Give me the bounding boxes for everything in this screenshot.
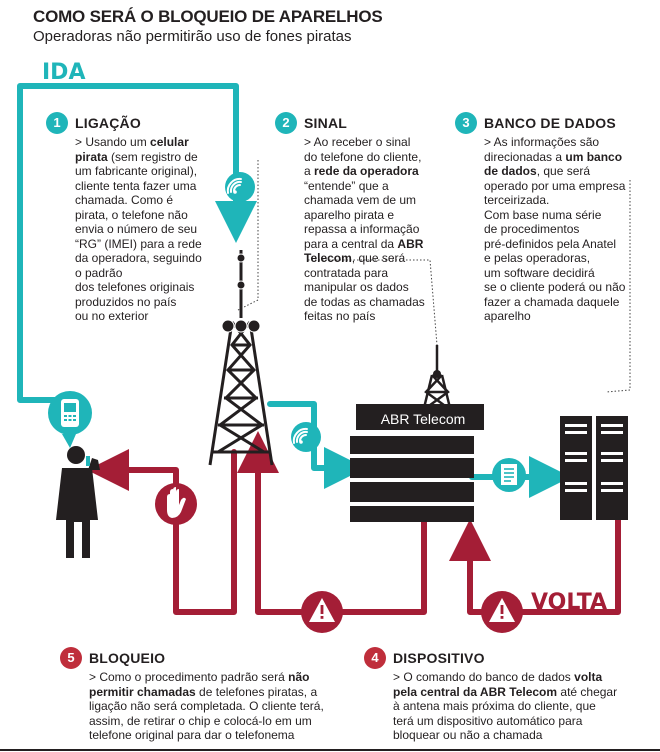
- step-text: (sem registro de: [107, 149, 198, 164]
- step-text-line: [304, 280, 445, 295]
- step-text-line: [304, 193, 445, 208]
- step-text: bloquear ou não a chamada: [393, 728, 543, 742]
- step-text-line: [393, 685, 654, 700]
- step-text-bold: permitir chamadas: [89, 684, 196, 699]
- stop-hand-icon: [155, 483, 197, 525]
- step-text: cliente tenta fazer uma: [75, 178, 197, 193]
- step-title: DISPOSITIVO: [393, 649, 485, 666]
- step-text: > As informações são: [484, 135, 600, 149]
- step-title: SINAL: [304, 114, 347, 131]
- step-text-line: [75, 164, 231, 179]
- step-text: um fabricante original),: [75, 164, 198, 178]
- step-text-line: [393, 728, 654, 743]
- step-text-line: [75, 208, 231, 223]
- step-body: [484, 135, 655, 324]
- step-text: do telefone do cliente,: [304, 149, 422, 164]
- step-text-line: [484, 280, 655, 295]
- step-text: aparelho pirata e: [304, 207, 395, 222]
- step-body: [75, 135, 231, 324]
- step-text: e pelas operadoras,: [484, 251, 591, 265]
- step-title: BLOQUEIO: [89, 649, 166, 666]
- step-text-line: [484, 164, 655, 179]
- step-text-line: [304, 208, 445, 223]
- step-text: feitas no país: [304, 309, 376, 323]
- step-body: [304, 135, 445, 324]
- step-text-line: [304, 222, 445, 237]
- step-text-line: [89, 685, 360, 700]
- page-subtitle: Operadoras não permitirão uso de fones piratas: [33, 28, 352, 45]
- step-text-line: [484, 309, 655, 324]
- step-text-bold: pela central da ABR Telecom: [393, 684, 558, 699]
- step-number-badge: 3: [455, 112, 477, 134]
- step-text: ligação não será completada. O cliente terá,: [89, 699, 324, 713]
- database-servers: [560, 416, 628, 520]
- document-icon: [492, 458, 526, 492]
- step-text: , que será: [536, 164, 591, 178]
- step-bloqueio: [60, 647, 360, 743]
- step-text: contratada para: [304, 265, 389, 280]
- step-banco-de-dados: [455, 112, 655, 324]
- step-text-line: [75, 135, 231, 150]
- step-text: Com base numa série: [484, 207, 602, 222]
- step-text-line: [89, 714, 360, 729]
- step-text-line: [484, 135, 655, 150]
- step-text: manipular os dados: [304, 280, 409, 294]
- step-text: um software decidirá: [484, 265, 595, 280]
- step-text-line: [484, 179, 655, 194]
- step-text: “entende” que a: [304, 178, 389, 193]
- person-figure: [56, 446, 100, 558]
- step-ligacao: [46, 112, 231, 324]
- step-text-line: [75, 295, 231, 310]
- step-title: LIGAÇÃO: [75, 114, 141, 131]
- step-text: da operadora, seguindo: [75, 251, 202, 265]
- step-title: BANCO DE DADOS: [484, 114, 616, 131]
- flow-label-ida: IDA: [42, 60, 86, 85]
- step-text-line: [304, 295, 445, 310]
- step-text: de telefones piratas, a: [195, 684, 318, 699]
- step-text-bold: rede da operadora: [314, 164, 419, 178]
- step-text: assim, de retirar o chip e colocá-lo em um: [89, 713, 312, 728]
- step-dispositivo: [364, 647, 654, 743]
- step-text-line: [484, 295, 655, 310]
- step-text: terá um dispositivo automático para: [393, 713, 583, 728]
- step-body: [393, 670, 654, 743]
- step-text: > O comando do banco de dados: [393, 670, 575, 684]
- step-text: se o cliente poderá ou não: [484, 280, 626, 294]
- step-text-line: [75, 179, 231, 194]
- step-number-badge: 4: [364, 647, 386, 669]
- step-text-line: [393, 699, 654, 714]
- step-text-line: [484, 208, 655, 223]
- step-text-line: [75, 251, 231, 266]
- step-text: > Usando um: [75, 135, 151, 149]
- building-antenna-dish: [433, 370, 441, 378]
- step-text-line: [484, 251, 655, 266]
- step-sinal: [275, 112, 445, 324]
- step-text: de procedimentos: [484, 222, 580, 236]
- step-number-badge: 5: [60, 647, 82, 669]
- step-text-bold: ABR: [397, 236, 424, 251]
- step-text: a: [304, 164, 315, 178]
- step-text: telefone original para dar o telefonema: [89, 728, 295, 742]
- warning-icon-return: [481, 591, 523, 633]
- step-text-line: [304, 266, 445, 281]
- step-text: repassa a informação: [304, 222, 420, 236]
- step-text: para a central da: [304, 236, 398, 251]
- step-text-line: [304, 150, 445, 165]
- step-text-line: [484, 150, 655, 165]
- step-text: chamada. Como é: [75, 193, 174, 207]
- step-number-badge: 1: [46, 112, 68, 134]
- step-text: aparelho: [484, 309, 531, 323]
- step-text-line: [393, 670, 654, 685]
- step-text: pré-definidos pela Anatel: [484, 236, 617, 251]
- step-text-line: [304, 309, 445, 324]
- step-text: dos telefones originais: [75, 280, 195, 294]
- flow-label-volta: VOLTA: [531, 590, 608, 615]
- step-text: “RG” (IMEI) para a rede: [75, 236, 202, 251]
- step-text-line: [393, 714, 654, 729]
- warning-icon: [301, 591, 343, 633]
- wireless-signal-icon-building: [291, 422, 321, 452]
- step-text-bold: não: [288, 670, 310, 684]
- step-text-bold: celular: [150, 135, 189, 149]
- step-text: direcionadas a: [484, 149, 566, 164]
- step-text-bold: um banco: [565, 149, 623, 164]
- step-text-line: [75, 150, 231, 165]
- step-text-line: [89, 728, 360, 743]
- step-body: [89, 670, 360, 743]
- step-text: > Como o procedimento padrão será: [89, 670, 289, 684]
- step-text-line: [304, 179, 445, 194]
- step-text: até chegar: [557, 684, 618, 699]
- step-text-line: [304, 237, 445, 252]
- page-title: COMO SERÁ O BLOQUEIO DE APARELHOS: [33, 7, 383, 26]
- step-text: terceirizada.: [484, 193, 550, 207]
- step-text-line: [75, 193, 231, 208]
- step-text: envia o número de seu: [75, 222, 198, 236]
- step-text-bold: Telecom: [304, 251, 352, 265]
- step-text: , que será: [351, 251, 406, 265]
- step-text-bold: volta: [574, 670, 603, 684]
- step-text: ou no exterior: [75, 309, 149, 323]
- step-text: fazer a chamada daquele: [484, 294, 620, 309]
- step-text-line: [304, 135, 445, 150]
- step-text-line: [484, 222, 655, 237]
- step-text: operado por uma empresa: [484, 178, 626, 193]
- step-text: chamada vem de um: [304, 193, 417, 207]
- step-text-bold: pirata: [75, 149, 108, 164]
- step-text-line: [484, 237, 655, 252]
- step-text: produzidos no país: [75, 294, 177, 309]
- step-text: de todas as chamadas: [304, 294, 425, 309]
- step-text: > Ao receber o sinal: [304, 135, 411, 149]
- step-text-line: [304, 251, 445, 266]
- building-label: ABR Telecom: [380, 411, 466, 427]
- step-text-line: [75, 237, 231, 252]
- step-text-line: [75, 309, 231, 324]
- step-text-line: [75, 280, 231, 295]
- step-text: pirata, o telefone não: [75, 207, 188, 222]
- step-text-line: [484, 266, 655, 281]
- step-text-line: [89, 699, 360, 714]
- step-text-line: [75, 266, 231, 281]
- step-text-line: [75, 222, 231, 237]
- step-text-bold: de dados: [484, 164, 537, 178]
- step-text: à antena mais próxima do cliente, que: [393, 699, 596, 713]
- step-number-badge: 2: [275, 112, 297, 134]
- step-text: o padrão: [75, 265, 123, 280]
- step-text-line: [484, 193, 655, 208]
- step-text-line: [89, 670, 360, 685]
- mobile-phone-icon: [48, 391, 92, 448]
- step-text-line: [304, 164, 445, 179]
